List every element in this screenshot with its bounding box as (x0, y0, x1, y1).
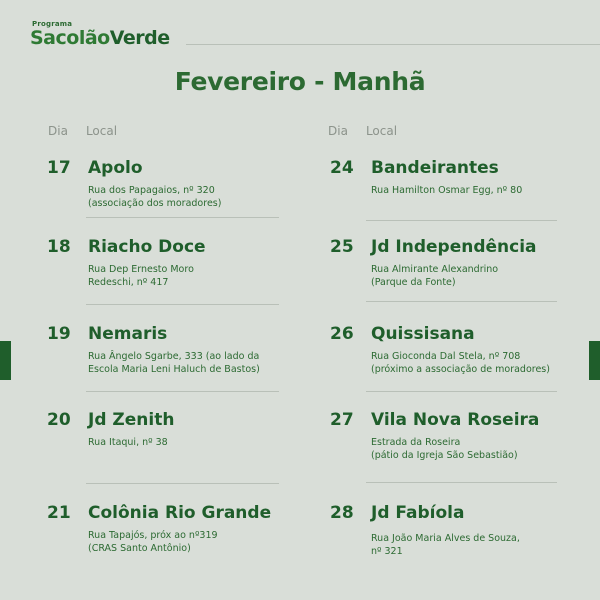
entry-divider (366, 391, 557, 392)
entry-address (371, 184, 522, 197)
logo-part-verde: Verde (109, 27, 170, 49)
entry-address (88, 529, 218, 555)
entry-day: 26 (330, 324, 354, 344)
entry-location: Jd Zenith (88, 410, 175, 430)
entry-day: 21 (47, 503, 71, 523)
entry-address (88, 350, 260, 376)
entry-address (371, 532, 520, 558)
entry-divider (86, 217, 279, 218)
entry-address-line: Rua Hamilton Osmar Egg, nº 80 (371, 185, 523, 196)
entry-divider (366, 301, 557, 302)
entry-location: Apolo (88, 158, 143, 178)
entry-day: 17 (47, 158, 71, 178)
entry-location: Jd Fabíola (371, 503, 465, 523)
logo-program-label: Programa (32, 20, 73, 28)
entry-address (88, 436, 168, 449)
entry-address (88, 184, 221, 210)
entry-location: Colônia Rio Grande (88, 503, 272, 523)
entry-day: 18 (47, 237, 71, 257)
right-column-header (328, 124, 415, 138)
entry-address (371, 350, 550, 376)
entry-address-line: (pátio da Igreja São Sebastião) (371, 450, 518, 461)
logo-part-sacolao: Sacolão (30, 27, 110, 49)
logo-wordmark (30, 28, 170, 48)
entry-location: Bandeirantes (371, 158, 499, 178)
entry-day: 19 (47, 324, 71, 344)
entry-day: 27 (330, 410, 354, 430)
right-edge-bar (589, 341, 600, 380)
entry-divider (86, 304, 279, 305)
entry-address-line: (CRAS Santo Antônio) (88, 543, 191, 554)
left-edge-bar (0, 341, 11, 380)
entry-day: 25 (330, 237, 354, 257)
right-day-header: Dia (328, 124, 348, 138)
entry-address-line: Escola Maria Leni Haluch de Bastos) (88, 364, 260, 375)
entry-day: 24 (330, 158, 354, 178)
entry-address-line: Estrada da Roseira (371, 437, 461, 448)
entry-address-line: Rua Tapajós, próx ao nº319 (88, 530, 218, 541)
page-title: Fevereiro - Manhã (174, 67, 426, 96)
entry-location: Jd Independência (371, 237, 537, 257)
entry-address-line: Redeschi, nº 417 (88, 277, 169, 288)
entry-address-line: (associação dos moradores) (88, 198, 222, 209)
entry-address-line: Rua Itaqui, nº 38 (88, 437, 168, 448)
entry-address (371, 436, 518, 462)
left-local-header: Local (85, 124, 118, 138)
entry-address-line: nº 321 (371, 546, 403, 557)
left-column-header (48, 124, 135, 138)
right-local-header: Local (365, 124, 398, 138)
entry-address-line: Rua Gioconda Dal Stela, nº 708 (371, 351, 521, 362)
entry-address-line: Rua Ângelo Sgarbe, 333 (ao lado da (88, 351, 260, 362)
entry-day: 20 (47, 410, 71, 430)
entry-address (371, 263, 498, 289)
entry-location: Nemaris (88, 324, 168, 344)
entry-address-line: (Parque da Fonte) (371, 277, 456, 288)
header-divider (186, 44, 600, 45)
entry-address-line: Rua João Maria Alves de Souza, (371, 533, 520, 544)
entry-address (88, 263, 194, 289)
entry-location: Riacho Doce (88, 237, 206, 257)
entry-divider (366, 220, 557, 221)
entry-divider (86, 391, 279, 392)
entry-location: Quissisana (371, 324, 475, 344)
program-logo (30, 20, 170, 48)
entry-location: Vila Nova Roseira (371, 410, 540, 430)
entry-address-line: Rua Almirante Alexandrino (371, 264, 499, 275)
entry-address-line: (próximo a associação de moradores) (371, 364, 550, 375)
left-day-header: Dia (48, 124, 68, 138)
entry-divider (366, 482, 557, 483)
entry-address-line: Rua Dep Ernesto Moro (88, 264, 194, 275)
entry-day: 28 (330, 503, 354, 523)
entry-address-line: Rua dos Papagaios, nº 320 (88, 185, 215, 196)
entry-divider (86, 483, 279, 484)
